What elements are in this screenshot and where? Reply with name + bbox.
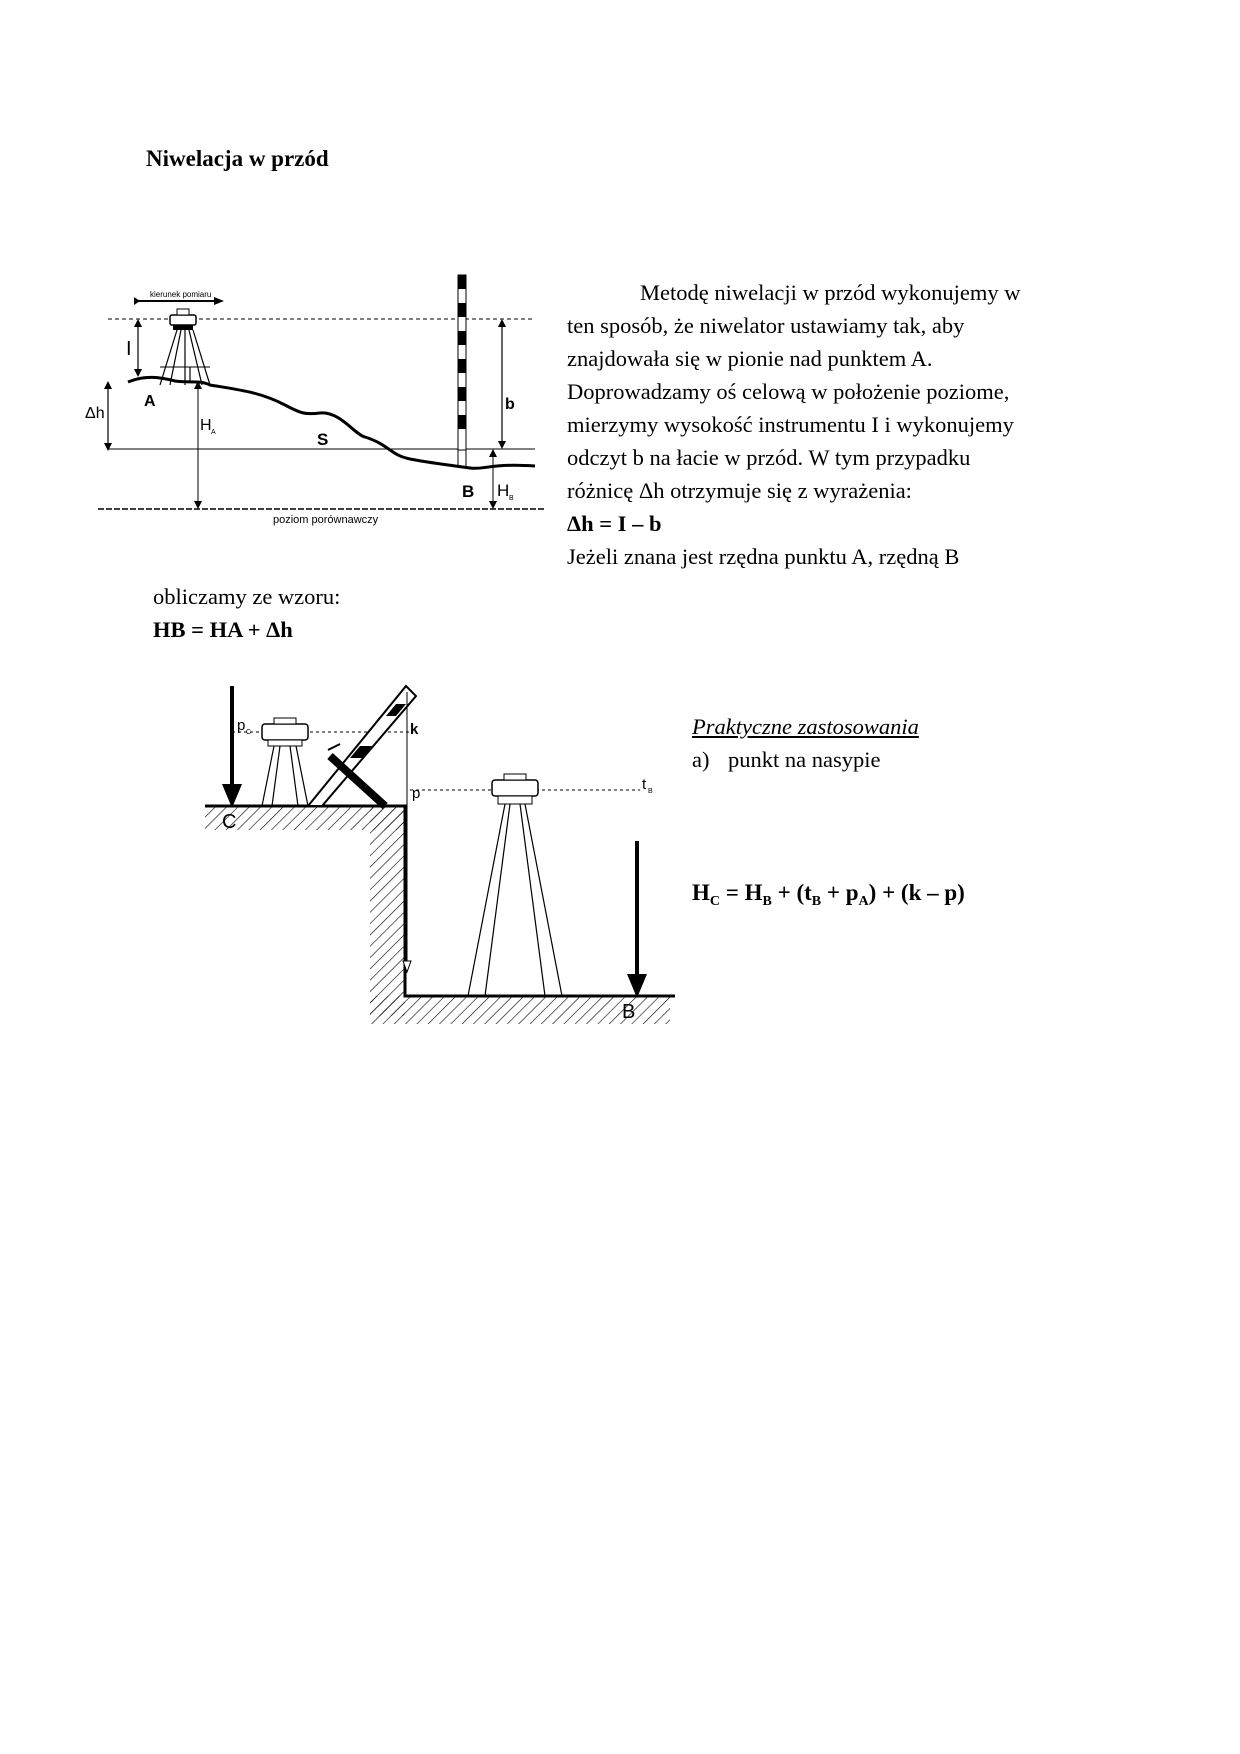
intro-line: Doprowadzamy oś celową w położenie poziome, [567,379,1010,404]
formula-hb: HB = HA + Δh [153,617,293,642]
label-p: p [412,785,421,802]
applications-item [692,747,919,773]
list-marker: a) [692,747,710,772]
intro-line: mierzymy wysokość instrumentu I i wykonujemy [567,412,1014,437]
label-HB: H [497,481,510,500]
wall-hatch [370,806,405,1016]
intro-line: Jeżeli znana jest rzędna punktu A, rzędną B [567,544,960,569]
level-instrument [160,309,210,385]
continuation-text: obliczamy ze wzoru: [153,584,341,609]
formula-delta-h: Δh = I – b [567,511,662,536]
label-HA: H [200,417,212,434]
page-title: Niwelacja w przód [146,146,329,171]
applications-title: Praktyczne zastosowania [692,714,919,739]
intro-line: różnicę Δh otrzymuje się z wyrażenia: [567,478,912,503]
list-item-text: punkt na nasypie [728,747,881,772]
continuation-block [153,580,340,646]
label-B2: B [622,1001,636,1023]
label-reference-plane: poziom porównawczy [273,514,379,526]
formula-hc: $H_C = H_B + (t_B + p_A) + (k - p)$ [692,880,965,909]
leveling-forward-diagram [85,285,550,570]
label-pc-sub: C [246,729,252,736]
applications-section [692,714,919,773]
label-tb: t [642,776,647,793]
intro-line: Metodę niwelacji w przód wykonujemy w [640,280,1021,305]
label-C: C [222,811,237,833]
label-S: S [317,430,329,449]
embankment-diagram [200,686,680,1026]
intro-line: znajdowała się w pionie nad punktem A. [567,346,933,371]
inclined-staff [308,686,416,806]
intro-line: odczyt b na łacie w przód. W tym przypadku [567,445,971,470]
label-pc: p [237,717,246,734]
label-HB-sub: B [509,495,514,502]
upper-level-instrument [262,718,308,806]
label-b: b [505,396,515,413]
label-A: A [144,393,156,410]
terrain-profile [128,377,535,468]
label-delta-h: Δh [85,405,105,422]
label-HA-sub: A [211,429,216,436]
label-I: I [126,338,132,360]
label-B: B [462,482,475,501]
direction-label: kierunek pomiaru [150,290,212,299]
leveling-staff [458,275,466,467]
intro-paragraph [567,276,1072,573]
label-k: k [410,721,419,738]
label-tb-sub: B [648,788,653,795]
intro-line: ten sposób, że niwelator ustawiamy tak, aby [567,313,965,338]
